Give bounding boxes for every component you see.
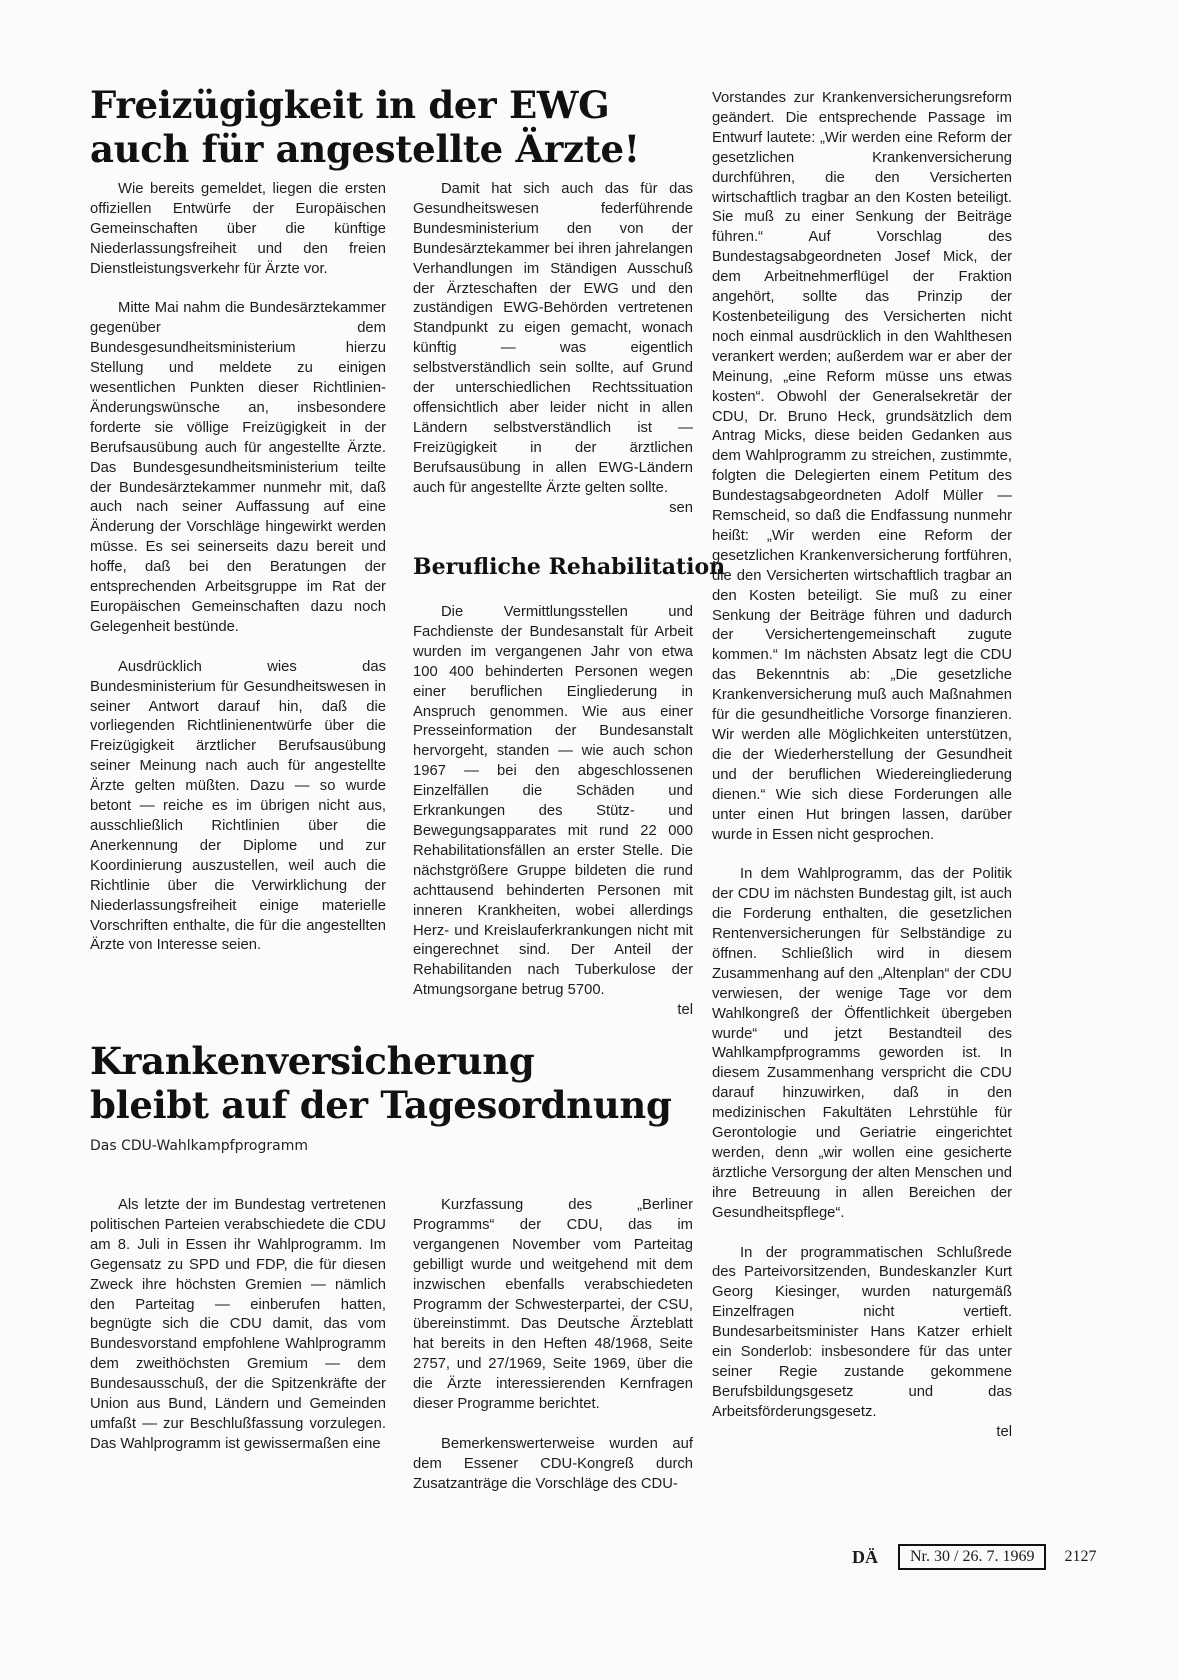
paragraph: In dem Wahlprogramm, das der Politik der CDU im nächsten Bundestag gilt, ist auch die Forderung enthalten, die gesetzlichen Rentenversicherungen für Selbständige zu öffnen. Schließlich wird in diesem Zusammenhang auf den „Altenplan“ der CDU verwiesen, der wenige Tage vor dem Wahlkongreß der Öffentlichkeit übergeben wurde“ und jetzt Bestandteil des Wahlkampfprogramms geworden ist. In diesem Zusammenhang verspricht die CDU darauf hinzuwirken, daß in den medizinischen Fakultäten Lehrstühle für Gerontologie und Geriatrie eingerichtet werden, denn „wir wollen eine gesicherte ärztliche Versorgung der alten Menschen und ihre Betreuung in allen Bereichen der Gesundheitspflege“. [712,866,1012,1221]
page-number: 2127 [1064,1548,1097,1565]
paragraph: Damit hat sich auch das für das Gesundheitswesen federführende Bundesministerium den von der Bundesärztekammer bei ihren jahrelangen Verhandlungen im Ständigen Ausschuß der Ärzteschaften der EWG und den zuständigen EWG-Behörden vertretenen Standpunkt zu eigen gemacht, wonach künftig — was eigentlich selbstverständlich sein sollte, auf Grund der unterschiedlichen Rechtssituation offensichtlich aber leider nicht in allen Ländern selbstverständlich ist — Freizügigkeit in der ärztlichen Berufsausübung in allen EWG-Ländern auch für angestellte Ärzte gelten sollte. [413,181,693,496]
article-title-krankenversicherung [90,1040,672,1127]
article-title-rehabilitation: Berufliche Rehabilitation [413,554,726,580]
author-signature: tel [677,1002,693,1019]
article2-column [413,603,693,1021]
author-signature: tel [996,1423,1012,1440]
article3-column-middle [413,1196,693,1495]
journal-logo: DÄ [852,1546,878,1567]
author-signature: sen [669,499,693,516]
issue-number: Nr. 30 / 26. 7. 1969 [898,1544,1046,1570]
paragraph: Als letzte der im Bundestag vertretenen politischen Parteien verabschiedete die CDU am 8. Juli in Essen ihr Wahlprogramm. Im Gegensatz zu SPD und FDP, die für diesen Zweck ihre höchsten Gremien — nämlich den Parteitag — einberufen hatten, begnügte sich die CDU damit, das vom Bundesvorstand empfohlene Wahlprogramm dem zweithöchsten Gremium — dem Bundesausschuß, der die Spitzenkräfte der Union aus Bund, Ländern und Gemeinden umfaßt — zur Beschlußfassung vorzulegen. Das Wahlprogramm ist gewissermaßen eine [90,1197,386,1452]
article1-column-right [413,180,693,518]
paragraph: Die Vermittlungsstellen und Fachdienste der Bundesanstalt für Arbeit wurden im vergangenen Jahr von etwa 100 400 behinderten Personen wegen einer beruflichen Eingliederung in Anspruch genommen. Wie aus einer Presseinformation der Bundesanstalt hervorgeht, standen — wie auch schon 1967 — bei den abgeschlossenen Einzelfällen die Schäden und Erkrankungen des Stütz- und Bewegungsapparates mit rund 22 000 Rehabilitationsfällen an erster Stelle. Die nächstgrößere Gruppe bildeten die rund achttausend behinderten Personen mit inneren Krankheiten, wobei allerdings Herz- und Kreislauferkrankungen nicht mit eingerechnet sind. Der Anteil der Rehabilitanden nach Tuberkulose der Atmungsorgane betrug 5700. [413,604,693,999]
paragraph: In der programmatischen Schlußrede des Parteivorsitzenden, Bundeskanzler Kurt Georg Kiesinger, wurden naturgemäß Einzelfragen nicht vertieft. Bundesarbeitsminister Hans Katzer erhielt ein Sonderlob: insbesondere für das unter seiner Regie zustande gekommene Berufsbildungsgesetz und das Arbeitsförderungsgesetz. [712,1244,1012,1420]
paragraph: Wie bereits gemeldet, liegen die ersten offiziellen Entwürfe der Europäischen Gemeinschaften über die künftige Niederlassungsfreiheit und den freien Dienstleistungsverkehr für Ärzte vor. [90,181,386,277]
article3-column-right [712,89,1012,1443]
paragraph: Vorstandes zur Krankenversicherungsreform geändert. Die entsprechende Passage im Entwurf lautete: „Wir werden eine Reform der gesetzlichen Krankenversicherung durchführen, die den Versicherten wirtschaftlich tragbar an den Kosten beteiligt. Sie muß zu einer Senkung der Beiträge führen.“ Auf Vorschlag des Bundestagsabgeordneten Josef Mick, der dem Arbeitnehmerflügel der Fraktion angehört, sollte das Prinzip der Kostenbeteiligung des Versicherten nicht noch einmal ausdrücklich in den Wahlthesen verankert werden; außerdem war er aber der Meinung, „eine Reform müsse uns etwas kosten“. Obwohl der Generalsekretär der CDU, Dr. Bruno Heck, grundsätzlich dem Antrag Micks, diese beiden Gedanken aus dem Wahlprogramm zu streichen, zustimmte, folgten die Delegierten einem Petitum des Bundestagsabgeordneten Adolf Müller — Remscheid, so daß die Endfassung nunmehr heißt: „Wir werden eine Reform der gesetzlichen Krankenversicherung fortführen, die den Versicherten wirtschaftlich tragbar an den Kosten beteiligt. Sie muß zu einer Senkung der Beiträge führen und dadurch der Versichertengemeinschaft zugute kommen.“ Im nächsten Absatz legt die CDU das Bekenntnis ab: „Die gesetzliche Krankenversicherung muß auch Maßnahmen für die gesundheitliche Vorsorge finanzieren. Wir werden alle Möglichkeiten unterstützen, die der Wiederherstellung der Gesundheit und der beruflichen Wiedereingliederung dienen.“ Wie sich diese Forderungen alle unter einen Hut bringen lassen, darüber wurde in Essen nicht gesprochen. [712,90,1012,843]
title-line: auch für angestellte Ärzte! [90,126,640,171]
page-footer [852,1544,1096,1570]
paragraph: Ausdrücklich wies das Bundesministerium für Gesundheitswesen in seiner Antwort darauf hin, daß die vorliegenden Richtlinienentwürfe über die Freizügigkeit ärztlicher Berufsausübung seiner Meinung nach auch für angestellte Ärzte gelten müßten. Dazu — so wurde betont — reiche es im übrigen nicht aus, ausschließlich Richtlinien über die Anerkennung der Diplome und zur Koordinierung auszustellen, weil auch die Richtlinie über die Verwirklichung der Niederlassungsfreiheit einige materielle Vorschriften enthalte, die für die angestellten Ärzte von Interesse seien. [90,658,386,954]
article-title-freizuegigkeit [90,84,640,171]
paragraph: Mitte Mai nahm die Bundesärztekammer gegenüber dem Bundesgesundheitsministerium hierzu Stellung und meldete zu einigen wesentlichen Punkten dieser Richtlinien-Änderungswünsche an, insbesondere forderte sie völlige Freizügigkeit in der Berufsausübung auch für angestellte Ärzte. Das Bundesgesundheitsministerium teilte der Bundesärztekammer nunmehr mit, daß auch nach seiner Auffassung auf eine Änderung der Vorschläge hingewirkt werden müsse. Es sei seinerseits dazu bereit und hoffe, daß bei den Beratungen der entsprechenden Arbeitsgruppe im Rat der Europäischen Gemeinschaften dazu noch Gelegenheit bestünde. [90,300,386,635]
title-line: Freizügigkeit in der EWG [90,83,610,127]
title-line: bleibt auf der Tagesordnung [90,1082,672,1127]
paragraph: Bemerkenswerterweise wurden auf dem Essener CDU-Kongreß durch Zusatzanträge die Vorschläge des CDU- [413,1435,693,1492]
paragraph: Kurzfassung des „Berliner Programms“ der CDU, das im vergangenen November vom Parteitag gebilligt wurde und weitgehend mit dem inzwischen ebenfalls verabschiedeten Programm der Schwesterpartei, der CSU, übereinstimmt. Das Deutsche Ärzteblatt hat bereits in den Heften 48/1968, Seite 2757, und 27/1969, Seite 1969, über die die Ärzte interessierenden Kernfragen dieser Programme berichtet. [413,1197,693,1413]
article-subtitle: Das CDU-Wahlkampfprogramm [90,1138,308,1154]
article3-column-left [90,1196,386,1455]
article1-column-left [90,180,386,956]
title-line: Krankenversicherung [90,1039,535,1083]
